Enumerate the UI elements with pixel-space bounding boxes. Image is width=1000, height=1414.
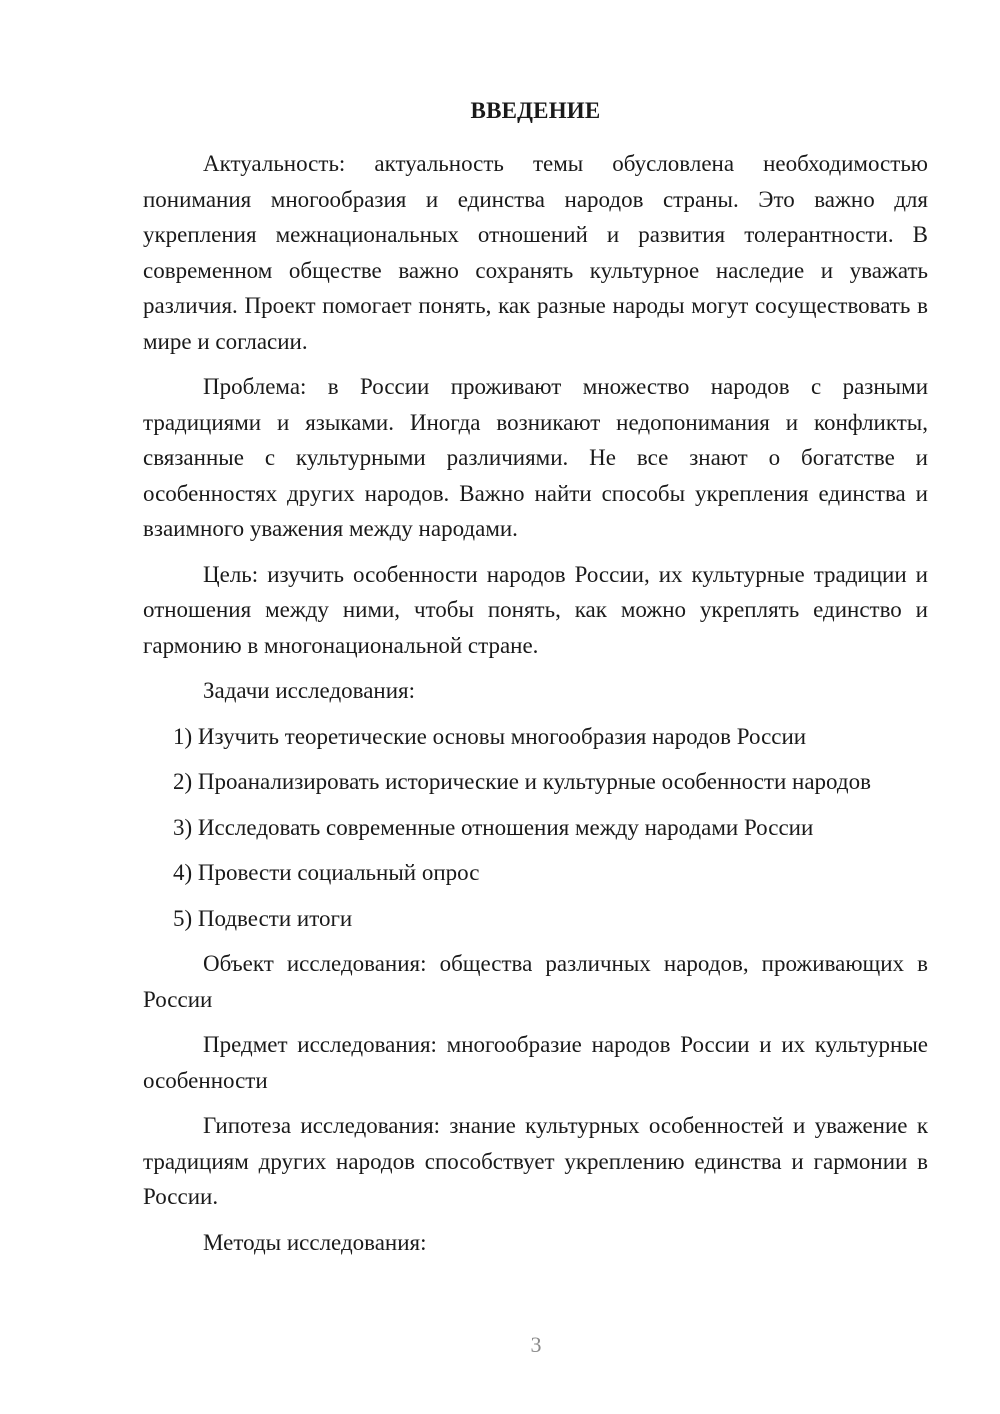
page-number: 3 xyxy=(530,1332,542,1357)
relevance-paragraph: Актуальность: актуальность темы обусловлена необходимостью понимания многообразия и единства народов страны. Это важно для укрепления межнациональных отношений и развития толерантности. В современном обществе важно сохранять культурное наследие и уважать различия. Проект помогает понять, как разные народы могут сосуществовать в мире и согласии. xyxy=(143,151,928,354)
task-item-3: 3) Исследовать современные отношения между народами России xyxy=(173,814,814,840)
object-paragraph: Объект исследования: общества различных народов, проживающих в России xyxy=(143,951,928,1012)
page-body xyxy=(143,92,928,1270)
problem-paragraph: Проблема: в России проживают множество народов с разными традициями и языками. Иногда возникают недопонимания и конфликты, связанные с культурными различиями. Не все знают о богатстве и особенностях других народов. Важно найти способы укрепления единства и взаимного уважения между народами. xyxy=(143,374,928,541)
methods-heading: Методы исследования: xyxy=(203,1229,427,1255)
subject-paragraph: Предмет исследования: многообразие народов России и их культурные особенности xyxy=(143,1032,928,1093)
hypothesis-paragraph: Гипотеза исследования: знание культурных особенностей и уважение к традициям других народов способствует укреплению единства и гармонии в России. xyxy=(143,1113,928,1209)
task-item-5: 5) Подвести итоги xyxy=(173,905,353,931)
tasks-heading: Задачи исследования: xyxy=(203,678,416,703)
goal-paragraph: Цель: изучить особенности народов России, их культурные традиции и отношения между ними, чтобы понять, как можно укреплять единство и гармонию в многонациональной стране. xyxy=(143,561,928,658)
task-item-2: 2) Проанализировать исторические и культурные особенности народов xyxy=(173,769,871,794)
task-item-1: 1) Изучить теоретические основы многообразия народов России xyxy=(173,723,807,749)
task-item-4: 4) Провести социальный опрос xyxy=(173,860,480,885)
page-title: ВВЕДЕНИЕ xyxy=(470,98,601,123)
